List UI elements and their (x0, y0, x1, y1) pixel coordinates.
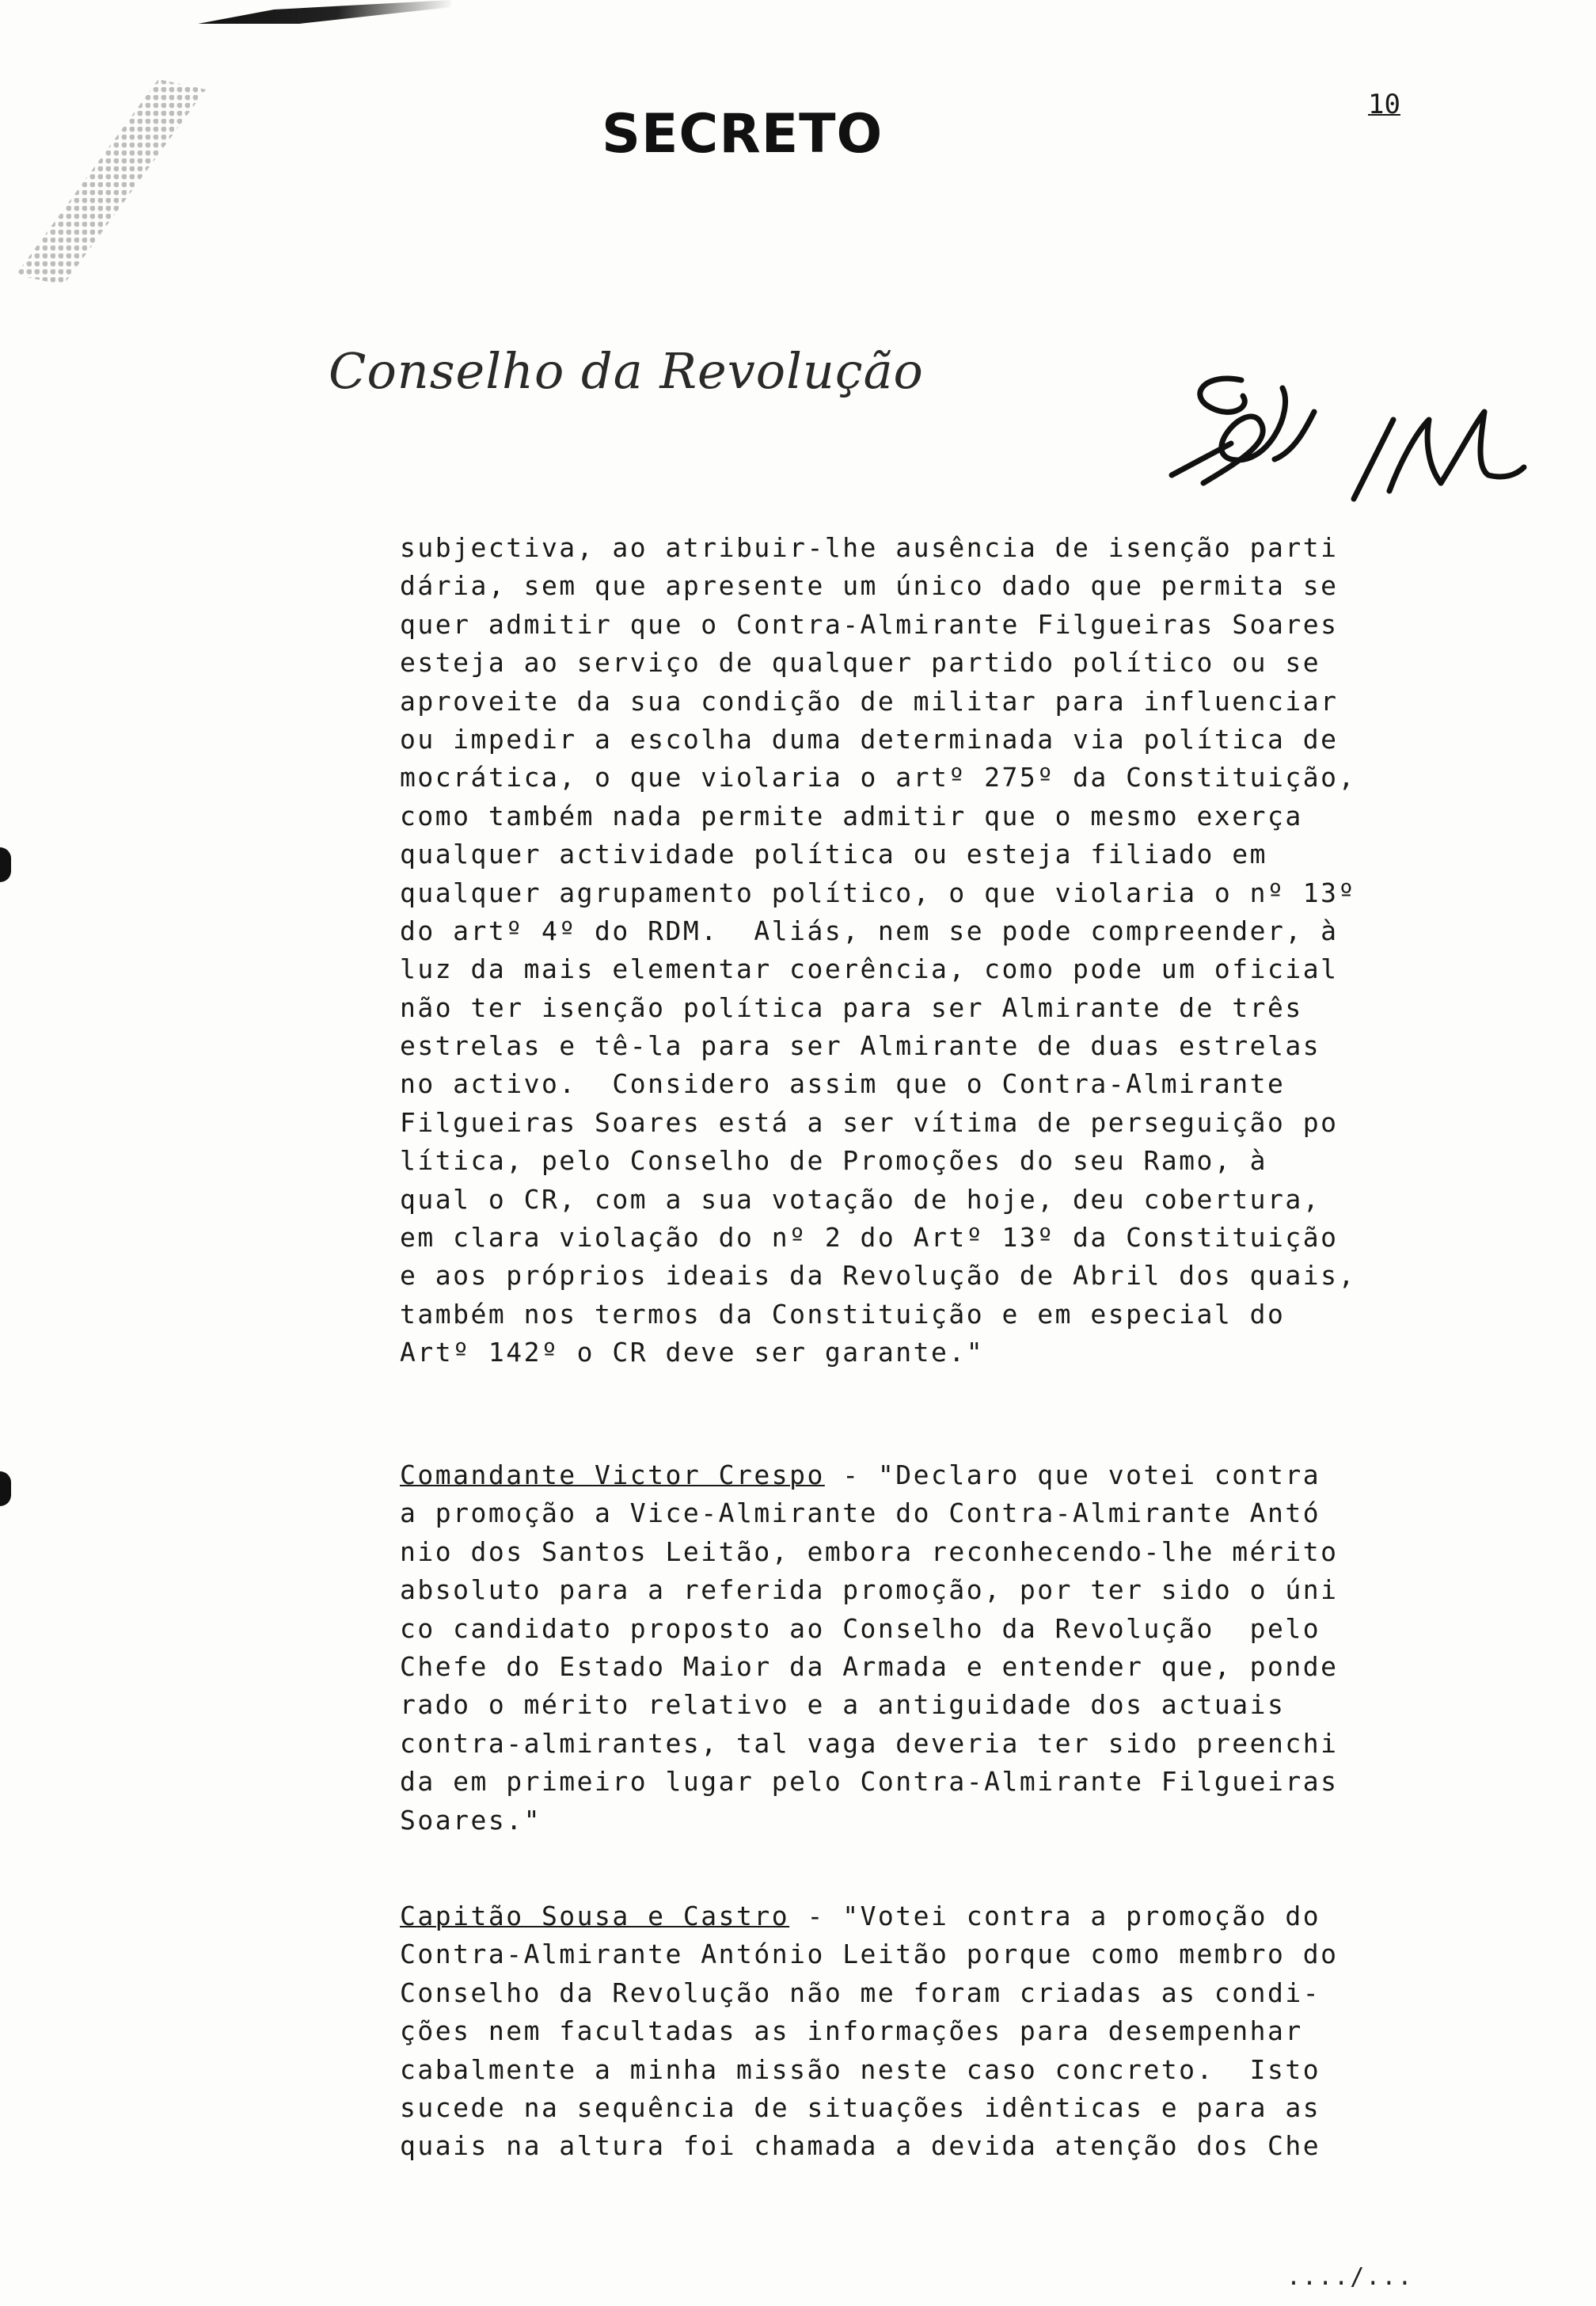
declaration-sousa-e-castro (400, 1897, 1492, 2166)
text-line: e aos próprios ideais da Revolução de Abril dos quais, (400, 1260, 1356, 1292)
text-line: lítica, pelo Conselho de Promoções do seu Ramo, à (400, 1145, 1268, 1177)
text-line: no activo. Considero assim que o Contra-Almirante (400, 1068, 1286, 1100)
text-line: a promoção a Vice-Almirante do Contra-Almirante Antó (400, 1497, 1321, 1529)
scan-artifact-top (198, 0, 451, 24)
text-line: da em primeiro lugar pelo Contra-Almirante Filgueiras (400, 1766, 1339, 1798)
text-line: Artº 142º o CR deve ser garante." (400, 1337, 985, 1368)
text-line: esteja ao serviço de qualquer partido político ou se (400, 647, 1321, 679)
speaker-name: Capitão Sousa e Castro (400, 1901, 790, 1931)
text-line: estrelas e tê-la para ser Almirante de duas estrelas (400, 1030, 1321, 1062)
text-line: quer admitir que o Contra-Almirante Filgueiras Soares (400, 608, 1339, 640)
binding-hole-lower (0, 1471, 11, 1506)
text-line: aproveite da sua condição de militar para influenciar (400, 685, 1339, 717)
binding-hole-upper (0, 847, 11, 882)
text-line: nio dos Santos Leitão, embora reconhecendo-lhe mérito (400, 1535, 1339, 1567)
text-line: Contra-Almirante António Leitão porque como membro do (400, 1939, 1339, 1970)
text-line: do artº 4º do RDM. Aliás, nem se pode compreender, à (400, 915, 1339, 946)
text-line: qualquer actividade política ou esteja filiado em (400, 839, 1268, 870)
text-line (400, 1897, 1492, 1935)
text-line: ções nem facultadas as informações para desempenhar (400, 2015, 1303, 2047)
text-line: cabalmente a minha missão neste caso concreto. Isto (400, 2053, 1321, 2085)
handwritten-signature (1156, 364, 1528, 515)
text-line: subjectiva, ao atribuir-lhe ausência de isenção parti (400, 532, 1339, 563)
text-line: Filgueiras Soares está a ser vítima de perseguição po (400, 1106, 1339, 1138)
text-line: qualquer agrupamento político, o que violaria o nº 13º (400, 877, 1356, 908)
scan-artifact-diagonal (16, 79, 206, 285)
text-line: dária, sem que apresente um único dado que permita se (400, 570, 1339, 602)
text-line: quais na altura foi chamada a devida atenção dos Che (400, 2130, 1321, 2162)
text-line: contra-almirantes, tal vaga deveria ter sido preenchi (400, 1727, 1339, 1759)
speaker-name: Comandante Victor Crespo (400, 1459, 825, 1490)
declaration-opening: - "Votei contra a promoção do (789, 1901, 1321, 1931)
text-line (400, 1456, 1492, 1494)
text-line: como também nada permite admitir que o mesmo exerça (400, 800, 1303, 831)
declaration-opening: - "Declaro que votei contra (824, 1459, 1321, 1490)
text-line: em clara violação do nº 2 do Artº 13º da Constituição (400, 1222, 1339, 1254)
text-line: Chefe do Estado Maior da Armada e entender que, ponde (400, 1650, 1339, 1682)
letterhead-title: Conselho da Revolução (329, 342, 924, 400)
continuation-mark: ..../... (1286, 2263, 1414, 2291)
text-line: rado o mérito relativo e a antiguidade dos actuais (400, 1689, 1286, 1721)
text-line: ou impedir a escolha duma determinada via política de (400, 723, 1339, 755)
text-line: sucede na sequência de situações idênticas e para as (400, 2091, 1321, 2123)
declaration-victor-crespo (400, 1456, 1492, 1840)
vote-declaration-continuation (400, 529, 1492, 1372)
text-line: luz da mais elementar coerência, como pode um oficial (400, 953, 1339, 985)
page-number: 10 (1368, 89, 1400, 120)
text-line: absoluto para a referida promoção, por ter sido o úni (400, 1574, 1339, 1606)
text-line: mocrática, o que violaria o artº 275º da Constituição, (400, 762, 1356, 793)
classification-stamp: SECRETO (602, 103, 884, 166)
text-line: Soares." (400, 1804, 542, 1836)
text-line: também nos termos da Constituição e em especial do (400, 1298, 1286, 1330)
text-line: co candidato proposto ao Conselho da Revolução pelo (400, 1612, 1321, 1644)
text-line: não ter isenção política para ser Almirante de três (400, 991, 1303, 1023)
text-line: Conselho da Revolução não me foram criadas as condi- (400, 1977, 1321, 2008)
text-line: qual o CR, com a sua votação de hoje, deu cobertura, (400, 1183, 1321, 1215)
